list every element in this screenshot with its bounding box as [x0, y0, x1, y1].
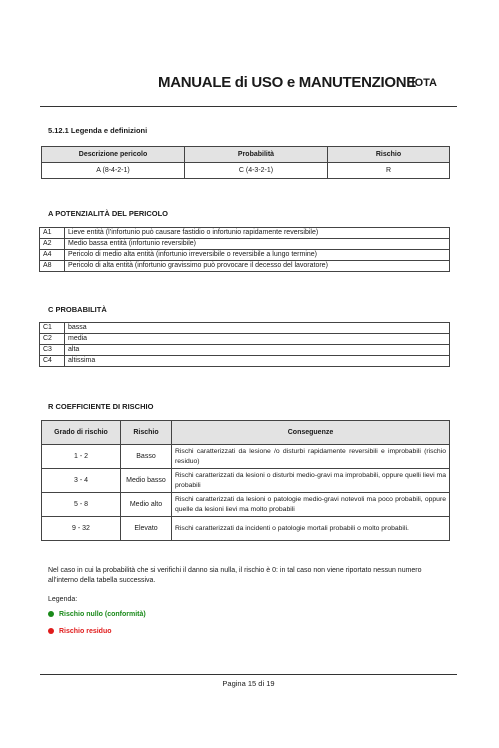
- table-row: [42, 517, 450, 541]
- code-cell: A1: [40, 228, 65, 239]
- header-probabilita: Probabilità: [185, 147, 328, 163]
- grade-cell: 1 - 2: [42, 445, 121, 469]
- grade-cell: 9 - 32: [42, 517, 121, 541]
- cell-rischio: R: [328, 163, 450, 179]
- code-cell: A2: [40, 239, 65, 250]
- table-row: [40, 323, 450, 334]
- table-row: [42, 445, 450, 469]
- green-dot-icon: [48, 611, 54, 617]
- table-row: [42, 493, 450, 517]
- legend-item-label: Rischio residuo: [59, 628, 112, 635]
- header-rischio: Rischio: [121, 421, 172, 445]
- header-grado: Grado di rischio: [42, 421, 121, 445]
- level-cell: Elevato: [121, 517, 172, 541]
- consequence-cell: Rischi caratterizzati da incidenti o patologie mortali probabili o molto probabili.: [172, 517, 450, 541]
- description-cell: media: [65, 334, 450, 345]
- red-dot-icon: [48, 628, 54, 634]
- table-row: [40, 334, 450, 345]
- zero-risk-note: Nel caso in cui la probabilità che si verifichi il danno sia nulla, il rischio è 0: in tal caso non viene riportato nessun numero all’interno della tabella successiva.: [48, 567, 422, 584]
- table-row: [40, 250, 450, 261]
- potenzialita-title: A POTENZIALITÀ DEL PERICOLO: [48, 209, 169, 218]
- description-cell: Medio bassa entità (infortunio reversibile): [65, 239, 450, 250]
- description-cell: altissima: [65, 356, 450, 367]
- legend-item-label: Rischio nullo (conformità): [59, 611, 146, 618]
- legend-item-nullo: [48, 611, 146, 618]
- description-cell: Lieve entità (l’infortunio può causare fastidio o infortunio rapidamente reversibile): [65, 228, 450, 239]
- page-number: Pagina 15 di 19: [222, 679, 275, 688]
- table-row: [42, 469, 450, 493]
- probabilita-table: [39, 322, 450, 367]
- grade-cell: 3 - 4: [42, 469, 121, 493]
- level-cell: Basso: [121, 445, 172, 469]
- page-header: [40, 72, 457, 107]
- consequence-cell: Rischi caratterizzati da lesioni o patologie medio-gravi notevoli ma poco probabili, oppure quelle da lesioni lievi ma molto probabili: [172, 493, 450, 517]
- consequence-cell: Rischi caratterizzati da lesione /o disturbi rapidamente reversibili e improbabili (rischio residuo): [172, 445, 450, 469]
- code-cell: C4: [40, 356, 65, 367]
- table-row: [40, 239, 450, 250]
- code-cell: A8: [40, 261, 65, 272]
- probabilita-title: C PROBABILITÀ: [48, 305, 107, 314]
- table-row: [40, 345, 450, 356]
- code-cell: C2: [40, 334, 65, 345]
- description-cell: bassa: [65, 323, 450, 334]
- description-cell: alta: [65, 345, 450, 356]
- table-row: [40, 356, 450, 367]
- level-cell: Medio basso: [121, 469, 172, 493]
- page-footer: [40, 674, 457, 688]
- brand-name: IOTA: [411, 77, 437, 89]
- description-cell: Pericolo di medio alta entità (infortunio irreversibile o reversibile a lungo termine): [65, 250, 450, 261]
- potenzialita-table: [39, 227, 450, 272]
- description-cell: Pericolo di alta entità (infortunio gravissimo può provocare il decesso del lavoratore): [65, 261, 450, 272]
- section-title: 5.12.1 Legenda e definizioni: [48, 126, 148, 135]
- header-rischio: Rischio: [328, 147, 450, 163]
- grade-cell: 5 - 8: [42, 493, 121, 517]
- level-cell: Medio alto: [121, 493, 172, 517]
- table-row: [40, 261, 450, 272]
- consequence-cell: Rischi caratterizzati da lesioni o disturbi medio-gravi ma improbabili, oppure quelli lievi ma probabili: [172, 469, 450, 493]
- legend-label: Legenda:: [48, 596, 78, 603]
- manual-title: MANUALE di USO e MANUTENZIONE: [158, 74, 416, 91]
- table-row: [40, 228, 450, 239]
- code-cell: C3: [40, 345, 65, 356]
- rischio-table: [41, 420, 450, 541]
- code-cell: C1: [40, 323, 65, 334]
- rischio-title: R COEFFICIENTE DI RISCHIO: [48, 402, 154, 411]
- cell-probabilita: C (4-3-2-1): [185, 163, 328, 179]
- legend-item-residuo: [48, 628, 112, 635]
- header-conseguenze: Conseguenze: [172, 421, 450, 445]
- header-descrizione: Descrizione pericolo: [42, 147, 185, 163]
- legend-table: [41, 146, 450, 179]
- cell-descrizione: A (8-4-2-1): [42, 163, 185, 179]
- code-cell: A4: [40, 250, 65, 261]
